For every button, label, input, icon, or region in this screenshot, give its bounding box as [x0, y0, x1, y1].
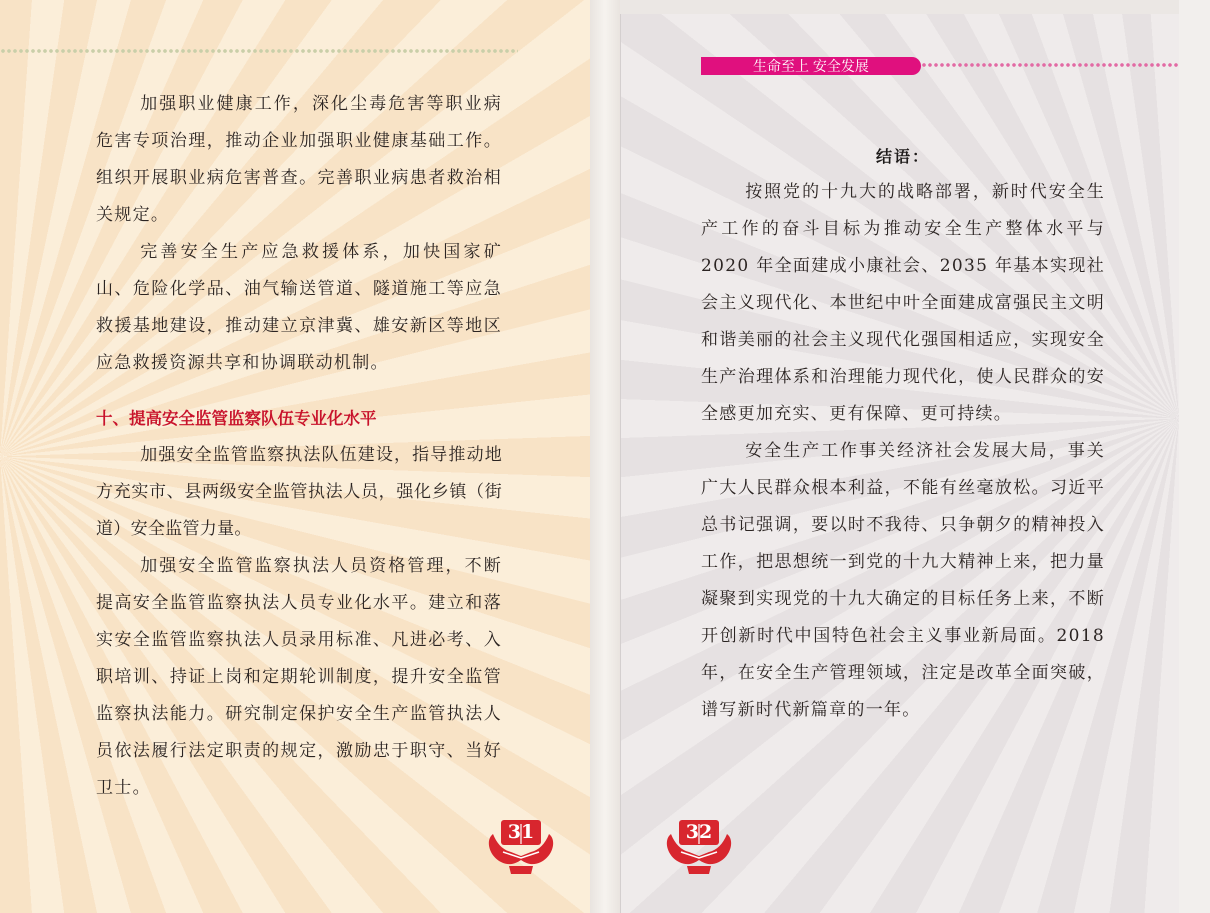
book-gutter — [590, 0, 620, 913]
section-heading: 十、提高安全监管监察队伍专业化水平 — [96, 410, 377, 428]
header-banner: 生命至上 安全发展 — [701, 57, 921, 75]
page-number-badge — [481, 816, 561, 876]
paragraph: 加强职业健康工作，深化尘毒危害等职业病危害专项治理，推动企业加强职业健康基础工作。组织开展职业病危害普查。完善职业病患者救治相关规定。 — [96, 94, 502, 225]
left-page — [0, 0, 591, 913]
paragraph: 加强安全监管监察执法人员资格管理，不断提高安全监管监察执法人员专业化水平。建立和落实安全监管监察执法人员录用标准、凡进必考、入职培训、持证上岗和定期轮训制度，提升安全监管监察执法能力。研究制定保护安全生产监管执法人员依法履行法定职责的规定，激励忠于职守、当好卫士。 — [96, 556, 502, 798]
page-number: 32 — [685, 821, 713, 843]
page-number-badge — [659, 816, 739, 876]
paragraph: 按照党的十九大的战略部署，新时代安全生产工作的奋斗目标为推动安全生产整体水平与 2020 年全面建成小康社会、2035 年基本实现社会主义现代化、本世纪中叶全面建成富强民主文明和谐美丽的社会主义现代化强国相适应，实现安全生产治理体系和治理能力现代化，使人民群众的安全感更加充实、更有保障、更可持续。 — [701, 182, 1105, 424]
decorative-dotted-rule — [0, 48, 518, 54]
conclusion-title: 结语： — [875, 147, 930, 166]
left-page-body — [96, 86, 502, 807]
right-page — [620, 14, 1179, 913]
paragraph: 加强安全监管监察执法队伍建设，指导推动地方充实市、县两级安全监管执法人员，强化乡镇（街道）安全监管力量。 — [96, 445, 502, 539]
decorative-dotted-rule — [921, 62, 1179, 68]
right-page-body — [701, 140, 1105, 729]
page-number: 31 — [507, 821, 535, 843]
paragraph: 安全生产工作事关经济社会发展大局，事关广大人民群众根本利益，不能有丝毫放松。习近平总书记强调，要以时不我待、只争朝夕的精神投入工作，把思想统一到党的十九大精神上来，把力量凝聚到实现党的十九大确定的目标任务上来，不断开创新时代中国特色社会主义事业新局面。2018 年，在安全生产管理领域，注定是改革全面突破，谱写新时代新篇章的一年。 — [701, 441, 1105, 720]
paragraph: 完善安全生产应急救援体系，加快国家矿山、危险化学品、油气输送管道、隧道施工等应急救援基地建设，推动建立京津冀、雄安新区等地区应急救援资源共享和协调联动机制。 — [96, 242, 502, 373]
page-edge — [1179, 0, 1210, 913]
